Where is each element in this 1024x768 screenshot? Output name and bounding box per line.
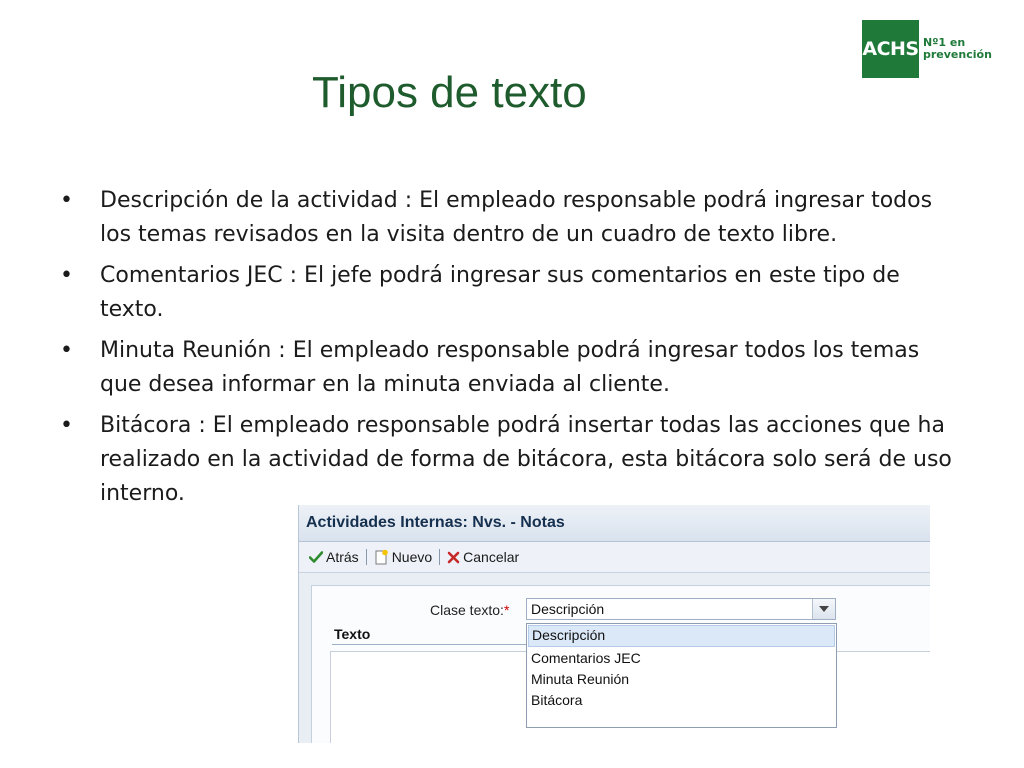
bullet-text: Bitácora : El empleado responsable podrá insertar todas las acciones que ha realizado en la actividad de forma de bitácora, esta bitácora solo será de uso interno.	[100, 413, 952, 506]
cancel-button-label: Cancelar	[463, 549, 520, 565]
app-window	[298, 505, 930, 743]
cancel-button[interactable]	[447, 549, 519, 565]
logo-tagline-line1: Nº1 en	[923, 36, 966, 49]
option-minuta-reunion[interactable]: Minuta Reunión	[531, 671, 630, 687]
new-button[interactable]	[374, 549, 432, 565]
toolbar-separator	[366, 549, 367, 565]
dropdown-arrow-button[interactable]	[812, 599, 835, 619]
app-header-title: Actividades Internas: Nvs. - Notas	[306, 514, 565, 531]
achs-logo	[862, 20, 992, 78]
logo-tagline	[923, 37, 992, 61]
new-button-label: Nuevo	[391, 549, 433, 565]
bullet-item	[56, 409, 956, 511]
bullet-dot: •	[60, 188, 73, 213]
bullet-dot: •	[60, 338, 73, 363]
clase-texto-label	[430, 602, 509, 618]
bullet-list	[56, 184, 956, 518]
clase-texto-label-text: Clase texto:	[430, 602, 504, 618]
bullet-item	[56, 184, 956, 252]
select-value: Descripción	[531, 601, 605, 617]
bullet-item	[56, 259, 956, 327]
bullet-text: Descripción de la actividad : El empleado responsable podrá ingresar todos los temas revisados en la visita dentro de un cuadro de texto libre.	[100, 188, 933, 247]
texto-label: Texto	[334, 626, 371, 642]
option-descripcion[interactable]: Descripción	[528, 625, 835, 647]
close-icon	[447, 551, 460, 564]
clase-texto-select[interactable]	[526, 598, 836, 620]
logo-mark: ACHS	[862, 20, 919, 78]
bullet-text: Minuta Reunión : El empleado responsable podrá ingresar todos los temas que desea informar en la minuta enviada al cliente.	[100, 338, 920, 397]
clase-texto-options	[526, 623, 837, 728]
back-button[interactable]	[309, 549, 359, 565]
bullet-item	[56, 334, 956, 402]
chevron-down-icon	[819, 606, 829, 612]
required-mark: *	[503, 602, 510, 618]
check-icon	[309, 550, 323, 564]
toolbar-separator	[439, 549, 440, 565]
back-button-label: Atrás	[326, 549, 359, 565]
toolbar	[299, 542, 930, 573]
option-bitacora[interactable]: Bitácora	[531, 692, 583, 708]
logo-tagline-line2: prevención	[923, 48, 992, 61]
app-header	[299, 505, 930, 542]
bullet-text: Comentarios JEC : El jefe podrá ingresar sus comentarios en este tipo de texto.	[100, 263, 900, 322]
slide-title: Tipos de texto	[312, 68, 587, 117]
new-document-icon	[374, 549, 389, 565]
texto-underline	[332, 644, 537, 645]
bullet-dot: •	[60, 413, 73, 438]
bullet-dot: •	[60, 263, 73, 288]
option-comentarios-jec[interactable]: Comentarios JEC	[531, 650, 641, 666]
